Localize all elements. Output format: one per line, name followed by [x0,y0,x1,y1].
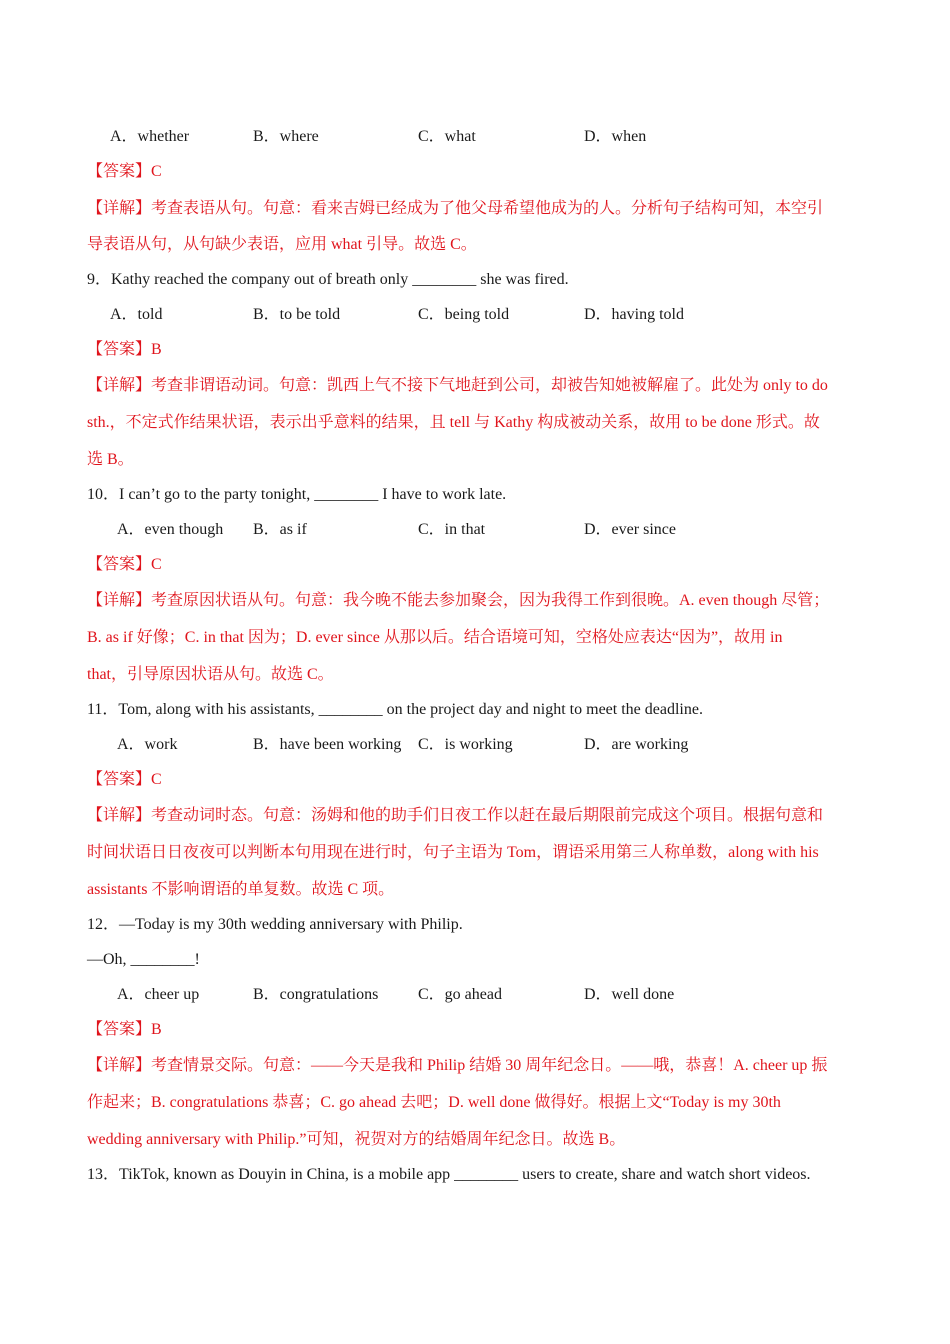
q9-option-b: B．to be told [253,306,341,323]
q11-detail-line-3: assistants 不影响谓语的单复数。故选 C 项。 [87,881,395,898]
q9-detail-line-3: 选 B。 [87,451,134,468]
q10-option-c: C．in that [418,521,486,538]
q11-option-c: C．is working [418,736,513,753]
q11-option-d: D．are working [584,736,689,753]
q13-stem: 13．TikTok, known as Douyin in China, is a mobile app ________ users to create, share and watch short videos. [87,1166,811,1183]
q9-option-a: A．told [110,306,163,323]
q8-answer: 【答案】C [87,163,162,180]
q12-stem: 12．—Today is my 30th wedding anniversary with Philip. [87,916,463,933]
q11-stem: 11．Tom, along with his assistants, ________ on the project day and night to meet the deadline. [87,701,703,718]
q11-option-a: A．work [117,736,178,753]
q12-detail-line-2: 作起来；B. congratulations 恭喜；C. go ahead 去吧；D. well done 做得好。根据上文“Today is my 30th [87,1094,781,1111]
q10-detail-line-3: that，引导原因状语从句。故选 C。 [87,666,334,683]
q10-detail-line-1: 【详解】考查原因状语从句。句意：我今晚不能去参加聚会，因为我得工作到很晚。A. even though 尽管； [87,592,830,609]
q9-answer: 【答案】B [87,341,162,358]
q9-stem: 9．Kathy reached the company out of breath only ________ she was fired. [87,271,569,288]
q10-stem: 10．I can’t go to the party tonight, ________ I have to work late. [87,486,507,503]
q10-answer: 【答案】C [87,556,162,573]
q8-detail-line-1: 【详解】考查表语从句。句意：看来吉姆已经成为了他父母希望他成为的人。分析句子结构可知，本空引 [87,200,824,217]
q8-detail-line-2: 导表语从句，从句缺少表语，应用 what 引导。故选 C。 [87,236,477,253]
q12-stem-reply: —Oh, ________! [87,951,200,968]
q12-option-c: C．go ahead [418,986,502,1003]
q9-detail-line-2: sth.，不定式作结果状语，表示出乎意料的结果，且 tell 与 Kathy 构成被动关系，故用 to be done 形式。故 [87,414,820,431]
q11-detail-line-1: 【详解】考查动词时态。句意：汤姆和他的助手们日夜工作以赶在最后期限前完成这个项目。根据句意和 [87,807,824,824]
q8-option-d: D．when [584,128,647,145]
q8-option-a: A．whether [110,128,190,145]
q11-detail-line-2: 时间状语日日夜夜可以判断本句用现在进行时，句子主语为 Tom，谓语采用第三人称单数，along with his [87,844,819,861]
q12-option-a: A．cheer up [117,986,200,1003]
q8-option-b: B．where [253,128,319,145]
q12-answer: 【答案】B [87,1021,162,1038]
q12-option-b: B．congratulations [253,986,379,1003]
q10-option-a: A．even though [117,521,224,538]
q12-detail-line-3: wedding anniversary with Philip.”可知，祝贺对方的结婚周年纪念日。故选 B。 [87,1131,626,1148]
q12-detail-line-1: 【详解】考查情景交际。句意：——今天是我和 Philip 结婚 30 周年纪念日。——哦，恭喜！A. cheer up 振 [87,1057,828,1074]
q11-answer: 【答案】C [87,771,162,788]
q10-option-d: D．ever since [584,521,676,538]
q8-option-c: C．what [418,128,476,145]
q10-option-b: B．as if [253,521,307,538]
q9-option-c: C．being told [418,306,510,323]
q12-option-d: D．well done [584,986,675,1003]
q10-detail-line-2: B. as if 好像；C. in that 因为；D. ever since 从那以后。结合语境可知，空格处应表达“因为”，故用 in [87,629,783,646]
q9-option-d: D．having told [584,306,684,323]
q9-detail-line-1: 【详解】考查非谓语动词。句意：凯西上气不接下气地赶到公司，却被告知她被解雇了。此处为 only to do [87,377,828,394]
q11-option-b: B．have been working [253,736,402,753]
